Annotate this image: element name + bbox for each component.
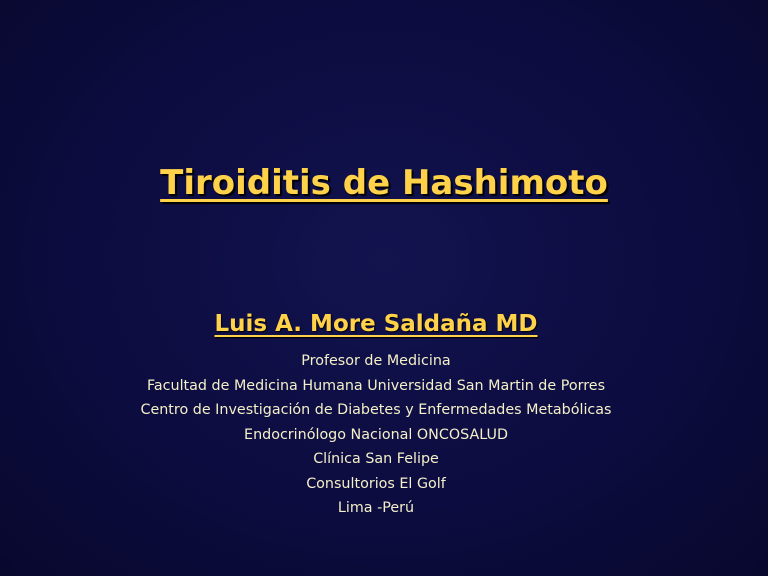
affiliation-line: Lima -Perú [337, 500, 415, 516]
affiliations-list [0, 349, 752, 521]
author-name: Luis A. More Saldaña MD [214, 311, 538, 337]
affiliation-line: Centro de Investigación de Diabetes y Enfermedades Metabólicas [140, 402, 612, 418]
affiliation-line: Facultad de Medicina Humana Universidad San Martin de Porres [146, 377, 606, 394]
affiliation-line: Profesor de Medicina [301, 353, 451, 369]
affiliation-line: Consultorios El Golf [306, 475, 446, 492]
affiliation-line: Endocrinólogo Nacional ONCOSALUD [244, 426, 508, 443]
slide-title: Tiroiditis de Hashimoto [160, 163, 608, 203]
affiliation-line: Clínica San Felipe [313, 451, 439, 467]
